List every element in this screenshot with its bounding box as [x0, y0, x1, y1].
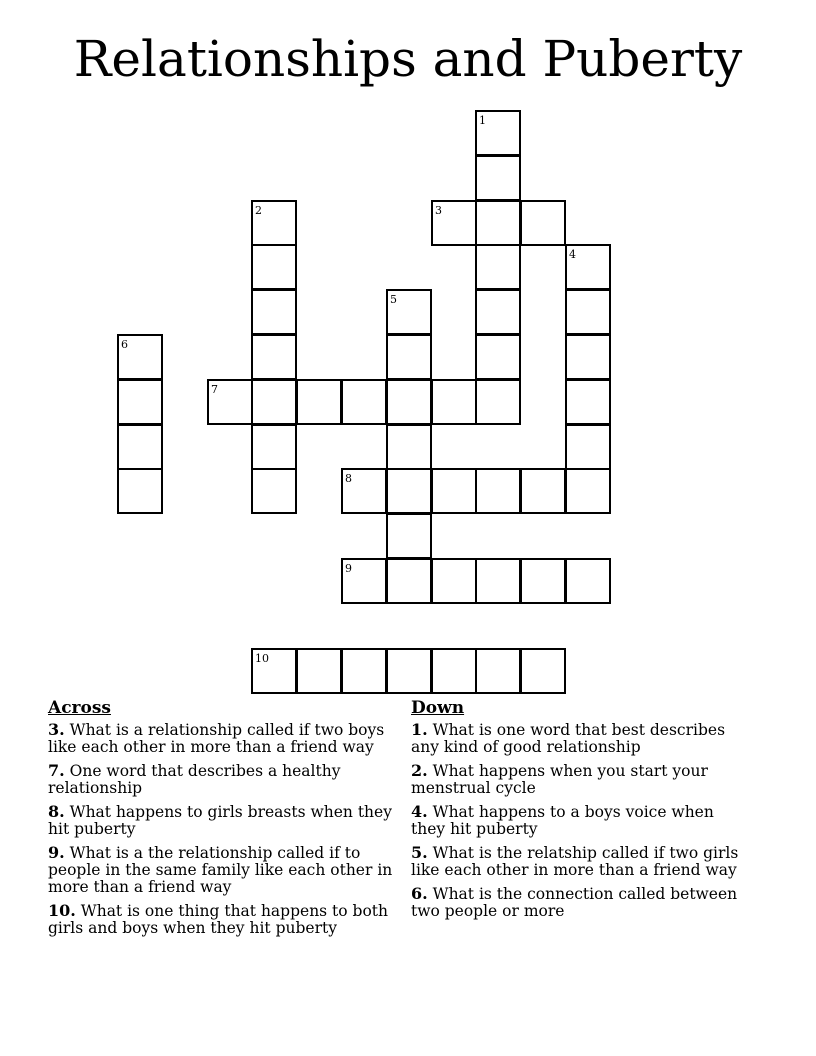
across-clue-3 [48, 721, 398, 756]
across-clue-8 [48, 803, 398, 838]
clue-text: What is one word that best describes any kind of good relationship [411, 721, 726, 756]
grid-cell[interactable] [475, 289, 521, 335]
grid-cell[interactable] [565, 289, 611, 335]
clue-number: 10. [48, 901, 76, 920]
cell-number: 2 [255, 204, 262, 217]
down-clue-4 [411, 803, 751, 838]
cell-number: 5 [390, 293, 397, 306]
clue-text: What is the relatship called if two girls like each other in more than a friend way [411, 844, 739, 879]
clue-number: 7. [48, 761, 65, 780]
cell-number: 7 [211, 383, 218, 396]
grid-cell[interactable] [251, 648, 297, 694]
grid-cell[interactable] [296, 648, 342, 694]
grid-cell[interactable] [386, 513, 432, 559]
grid-cell[interactable] [207, 379, 253, 425]
grid-cell[interactable] [431, 558, 477, 604]
grid-cell[interactable] [565, 244, 611, 290]
clue-text: What happens to girls breasts when they hit puberty [48, 803, 392, 838]
grid-cell[interactable] [475, 468, 521, 514]
grid-cell[interactable] [565, 334, 611, 380]
grid-cell[interactable] [475, 110, 521, 156]
grid-cell[interactable] [251, 379, 297, 425]
across-clue-9 [48, 844, 398, 896]
clue-number: 3. [48, 720, 65, 739]
down-heading: Down [411, 698, 465, 718]
clue-text: What happens when you start your menstrual cycle [411, 762, 708, 797]
grid-cell[interactable] [341, 648, 387, 694]
clue-number: 1. [411, 720, 428, 739]
cell-number: 9 [345, 562, 352, 575]
grid-cell[interactable] [520, 558, 566, 604]
grid-cell[interactable] [341, 379, 387, 425]
grid-cell[interactable] [475, 155, 521, 201]
grid-cell[interactable] [386, 424, 432, 470]
grid-cell[interactable] [431, 200, 477, 246]
grid-cell[interactable] [117, 334, 163, 380]
grid-cell[interactable] [251, 244, 297, 290]
grid-cell[interactable] [475, 558, 521, 604]
down-clue-1 [411, 721, 751, 756]
grid-cell[interactable] [341, 468, 387, 514]
grid-cell[interactable] [117, 379, 163, 425]
across-clues [48, 700, 398, 943]
grid-cell[interactable] [431, 468, 477, 514]
grid-cell[interactable] [520, 468, 566, 514]
clue-text: What is the connection called between two people or more [411, 885, 738, 920]
clue-number: 6. [411, 884, 428, 903]
grid-cell[interactable] [386, 648, 432, 694]
clue-number: 2. [411, 761, 428, 780]
cell-number: 8 [345, 472, 352, 485]
clue-number: 4. [411, 802, 428, 821]
grid-cell[interactable] [475, 648, 521, 694]
page-title: Relationships and Puberty [73, 30, 743, 88]
grid-cell[interactable] [296, 379, 342, 425]
clue-text: What is a the relationship called if to people in the same family like each other in more than a friend way [48, 844, 393, 896]
grid-cell[interactable] [386, 334, 432, 380]
clue-number: 8. [48, 802, 65, 821]
grid-cell[interactable] [475, 334, 521, 380]
grid-cell[interactable] [251, 468, 297, 514]
grid-cell[interactable] [251, 424, 297, 470]
grid-cell[interactable] [386, 289, 432, 335]
across-heading: Across [48, 698, 111, 718]
cell-number: 3 [435, 204, 442, 217]
cell-number: 10 [255, 652, 269, 665]
grid-cell[interactable] [251, 334, 297, 380]
clue-text: One word that describes a healthy relationship [48, 762, 341, 797]
grid-cell[interactable] [431, 648, 477, 694]
grid-cell[interactable] [431, 379, 477, 425]
grid-cell[interactable] [520, 200, 566, 246]
grid-cell[interactable] [565, 424, 611, 470]
grid-cell[interactable] [251, 289, 297, 335]
clue-text: What is a relationship called if two boys like each other in more than a friend way [48, 721, 385, 756]
down-clue-2 [411, 762, 751, 797]
down-clues [411, 700, 751, 926]
clue-number: 9. [48, 843, 65, 862]
grid-cell[interactable] [565, 468, 611, 514]
grid-cell[interactable] [386, 558, 432, 604]
grid-cell[interactable] [341, 558, 387, 604]
grid-cell[interactable] [117, 424, 163, 470]
across-clue-7 [48, 762, 398, 797]
clue-number: 5. [411, 843, 428, 862]
across-clue-10 [48, 902, 398, 937]
grid-cell[interactable] [565, 558, 611, 604]
grid-cell[interactable] [117, 468, 163, 514]
grid-cell[interactable] [475, 200, 521, 246]
cell-number: 1 [479, 114, 486, 127]
clue-text: What happens to a boys voice when they hit puberty [411, 803, 714, 838]
grid-cell[interactable] [475, 379, 521, 425]
grid-cell[interactable] [386, 379, 432, 425]
grid-cell[interactable] [251, 200, 297, 246]
grid-cell[interactable] [475, 244, 521, 290]
grid-cell[interactable] [520, 648, 566, 694]
cell-number: 4 [569, 248, 576, 261]
grid-cell[interactable] [386, 468, 432, 514]
clue-text: What is one thing that happens to both girls and boys when they hit puberty [48, 902, 389, 937]
down-clue-6 [411, 885, 751, 920]
grid-cell[interactable] [565, 379, 611, 425]
cell-number: 6 [121, 338, 128, 351]
down-clue-5 [411, 844, 751, 879]
